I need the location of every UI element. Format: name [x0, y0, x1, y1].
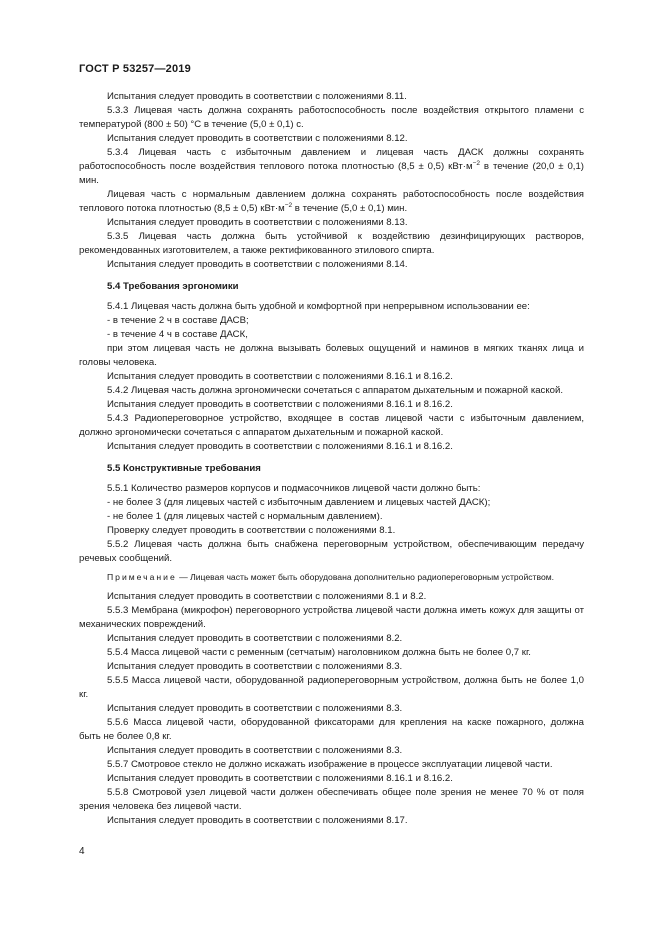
- paragraph: 5.5.2 Лицевая часть должна быть снабжена переговорным устройством, обеспечивающим передачу речевых сообщений.: [79, 539, 584, 564]
- paragraph: Испытания следует проводить в соответствии с положениями 8.16.1 и 8.16.2.: [107, 399, 453, 410]
- text-fragment: Лицевая часть с нормальным давлением должна сохранять работоспособность после воздействия теплового потока плотностью (8,5 ± 0,5) кВт·м: [79, 189, 584, 214]
- paragraph: Испытания следует проводить в соответствии с положениями 8.14.: [107, 259, 408, 270]
- paragraph: Испытания следует проводить в соответствии с положениями 8.13.: [107, 217, 408, 228]
- paragraph: Испытания следует проводить в соответствии с положениями 8.11.: [107, 91, 407, 102]
- document-body: [79, 90, 584, 828]
- paragraph: [79, 188, 584, 216]
- paragraph: 5.5.3 Мембрана (микрофон) переговорного устройства лицевой части должна иметь кожух для защиты от механических повреждений.: [79, 605, 584, 630]
- paragraph: Испытания следует проводить в соответствии с положениями 8.3.: [107, 703, 403, 714]
- paragraph: 5.4.2 Лицевая часть должна эргономически сочетаться с аппаратом дыхательным и пожарной каской.: [107, 385, 564, 396]
- note-text: — Лицевая часть может быть оборудована дополнительно радиопереговорным устройством.: [176, 572, 555, 582]
- paragraph: Испытания следует проводить в соответствии с положениями 8.2.: [107, 633, 403, 644]
- list-item: - не более 1 (для лицевых частей с нормальным давлением).: [107, 511, 383, 522]
- text-fragment: в течение (20,0 ± 0,1) мин.: [79, 161, 584, 186]
- paragraph: Испытания следует проводить в соответствии с положениями 8.16.1 и 8.16.2.: [107, 773, 453, 784]
- list-item: - в течение 4 ч в составе ДАСК,: [107, 329, 248, 340]
- paragraph: Испытания следует проводить в соответствии с положениями 8.3.: [107, 661, 403, 672]
- paragraph: Испытания следует проводить в соответствии с положениями 8.16.1 и 8.16.2.: [107, 371, 453, 382]
- paragraph: Испытания следует проводить в соответствии с положениями 8.1 и 8.2.: [107, 591, 427, 602]
- page-number: 4: [79, 846, 85, 857]
- paragraph: Испытания следует проводить в соответствии с положениями 8.12.: [107, 133, 408, 144]
- paragraph: 5.5.1 Количество размеров корпусов и подмасочников лицевой части должно быть:: [107, 483, 481, 494]
- section-heading: 5.5 Конструктивные требования: [107, 463, 261, 474]
- paragraph: Проверку следует проводить в соответствии с положениями 8.1.: [107, 525, 396, 536]
- section-heading: 5.4 Требования эргономики: [107, 281, 239, 292]
- paragraph: при этом лицевая часть не должна вызывать болевых ощущений и наминов в мягких тканях лица и головы человека.: [79, 343, 584, 368]
- paragraph: 5.5.5 Масса лицевой части, оборудованной радиопереговорным устройством, должна быть не более 1,0 кг.: [79, 675, 584, 700]
- note: [79, 570, 584, 584]
- paragraph: [79, 146, 584, 188]
- paragraph: 5.5.4 Масса лицевой части с ременным (сетчатым) наголовником должна быть не более 0,7 кг.: [107, 647, 531, 658]
- paragraph: 5.3.3 Лицевая часть должна сохранять работоспособность после воздействия открытого пламени с температурой (800 ± 50) °С в течение (5,0 ± 0,1) с.: [79, 105, 584, 130]
- paragraph: Испытания следует проводить в соответствии с положениями 8.3.: [107, 745, 403, 756]
- exponent: −2: [284, 201, 293, 209]
- list-item: - не более 3 (для лицевых частей с избыточным давлением и лицевых частей ДАСК);: [107, 497, 491, 508]
- list-item: - в течение 2 ч в составе ДАСВ;: [107, 315, 249, 326]
- paragraph: 5.4.3 Радиопереговорное устройство, входящее в состав лицевой части с избыточным давлением, должно эргономически сочетаться с аппаратом дыхательным и пожарной каской.: [79, 413, 584, 438]
- text-fragment: в течение (5,0 ± 0,1) мин.: [292, 203, 408, 214]
- text-fragment: 5.3.4 Лицевая часть с избыточным давлением и лицевая часть ДАСК должны сохранять работоспособность после воздействия теплового потока плотностью (8,5 ± 0,5) кВт·м: [79, 147, 584, 172]
- paragraph: 5.3.5 Лицевая часть должна быть устойчивой к воздействию дезинфицирующих растворов, рекомендованных изготовителем, а также ректификованного этилового спирта.: [79, 231, 584, 256]
- paragraph: Испытания следует проводить в соответствии с положениями 8.17.: [107, 815, 408, 826]
- exponent: −2: [472, 159, 481, 167]
- paragraph: 5.5.7 Смотровое стекло не должно искажать изображение в процессе эксплуатации лицевой части.: [107, 759, 553, 770]
- paragraph: 5.4.1 Лицевая часть должна быть удобной и комфортной при непрерывном использовании ее:: [107, 301, 530, 312]
- paragraph: 5.5.8 Смотровой узел лицевой части должен обеспечивать общее поле зрения не менее 70 % от поля зрения человека без лицевой части.: [79, 787, 584, 812]
- note-label: Примечание: [107, 572, 177, 582]
- document-code: ГОСТ Р 53257—2019: [79, 63, 191, 75]
- paragraph: Испытания следует проводить в соответствии с положениями 8.16.1 и 8.16.2.: [107, 441, 453, 452]
- paragraph: 5.5.6 Масса лицевой части, оборудованной фиксаторами для крепления на каске пожарного, должна быть не более 0,8 кг.: [79, 717, 584, 742]
